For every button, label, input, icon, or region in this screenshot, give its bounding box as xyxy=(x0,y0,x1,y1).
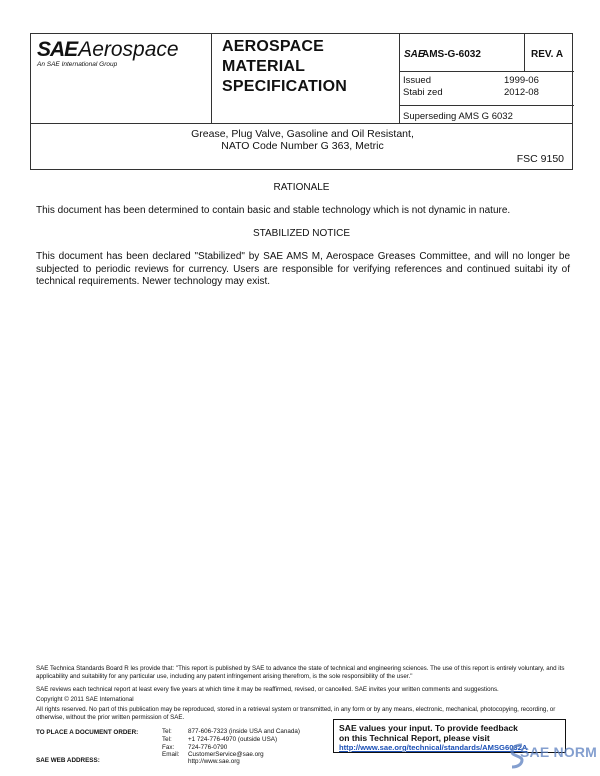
revision: REV. A xyxy=(531,49,564,60)
rationale-text: This document has been determined to contain basic and stable technology which is not dynamic in nature. xyxy=(36,205,511,216)
watermark xyxy=(510,741,600,773)
contact-label: Fax: xyxy=(162,744,175,751)
logo-sae: SAE xyxy=(37,38,78,61)
contact-value: +1 724-776-4970 (outside USA) xyxy=(188,736,278,743)
footer-review-text: SAE reviews each technical report at least every five years at which time it may be reaffirmed, revised, or cancelled. SAE invites your written comments and suggestions. xyxy=(36,686,499,693)
logo-cell xyxy=(31,34,211,124)
contact-value: 724-776-0790 xyxy=(188,744,228,751)
title-line-2: MATERIAL xyxy=(222,58,306,75)
issued-label: Issued xyxy=(403,75,431,86)
order-label: TO PLACE A DOCUMENT ORDER: xyxy=(36,729,139,736)
logo-aerospace: Aerospace xyxy=(78,38,179,61)
feedback-line-1: SAE values your input. To provide feedback xyxy=(339,723,518,733)
dates-block xyxy=(400,72,574,106)
mini-sae-logo: SAE xyxy=(404,49,425,60)
contact-label: Tel: xyxy=(162,728,172,735)
revision-box xyxy=(524,34,574,72)
contact-value: 877-606-7323 (inside USA and Canada) xyxy=(188,728,301,735)
footer-rules-text: SAE Technica Standards Board R les provide that: "This report is published by SAE to advance the state of technical and engineering sciences. The use of this report is entirely voluntary, and its applicability and suitability for any particular use, including any patent infringement arising therefrom, is the sole responsibility of the user." xyxy=(36,665,565,681)
contact-email-link[interactable]: CustomerService@sae.org xyxy=(188,751,264,758)
web-address-label: SAE WEB ADDRESS: xyxy=(36,757,100,764)
spec-title-cell xyxy=(211,34,399,124)
fsc-code: FSC 9150 xyxy=(516,153,564,165)
stabilized-label: Stabi zed xyxy=(403,87,443,98)
superseding: Superseding AMS G 6032 xyxy=(403,111,513,122)
doc-number: AMS-G-6032 xyxy=(422,49,481,60)
sae-website-link[interactable]: http://www.sae.org xyxy=(188,758,240,765)
stabilized-text: This document has been declared "Stabilized" by SAE AMS M, Aerospace Greases Committee, and will no longer be subjected to periodic reviews for currency. Users are responsible for verifying references and continued suitabi ity of technical requirements. Newer technology may exist. xyxy=(36,251,570,287)
contact-label: Tel: xyxy=(162,736,172,743)
doc-info-cell xyxy=(399,34,573,124)
title-line-3: SPECIFICATION xyxy=(222,78,347,95)
doc-title-line-2: NATO Code Number G 363, Metric xyxy=(221,140,384,152)
doc-title-line-1: Grease, Plug Valve, Gasoline and Oil Resistant, xyxy=(191,128,414,140)
feedback-link[interactable]: http://www.sae.org/technical/standards/AMSG6032A xyxy=(339,743,528,752)
title-line-1: AEROSPACE xyxy=(222,38,324,55)
rationale-heading: RATIONALE xyxy=(273,182,330,193)
contact-label: Email: xyxy=(162,751,180,758)
feedback-line-2: on this Technical Report, please visit xyxy=(339,733,490,743)
header-block xyxy=(30,33,573,124)
copyright: Copyright © 2011 SAE International xyxy=(36,696,134,703)
stabilized-value: 2012-08 xyxy=(504,87,539,98)
sae-aerospace-logo xyxy=(37,38,179,62)
rights-text: All rights reserved. No part of this publication may be reproduced, stored in a retrieval system or transmitted, in any form or by any means, electronic, mechanical, photocopying, recording, or otherwise, without the prior written permission of SAE. xyxy=(36,706,556,722)
document-title-box xyxy=(30,123,573,170)
issued-value: 1999-06 xyxy=(504,75,539,86)
doc-number-row xyxy=(400,34,574,72)
logo-tagline: An SAE International Group xyxy=(37,61,118,68)
stabilized-heading: STABILIZED NOTICE xyxy=(252,228,351,239)
watermark-text: SAE NORM xyxy=(520,744,598,760)
